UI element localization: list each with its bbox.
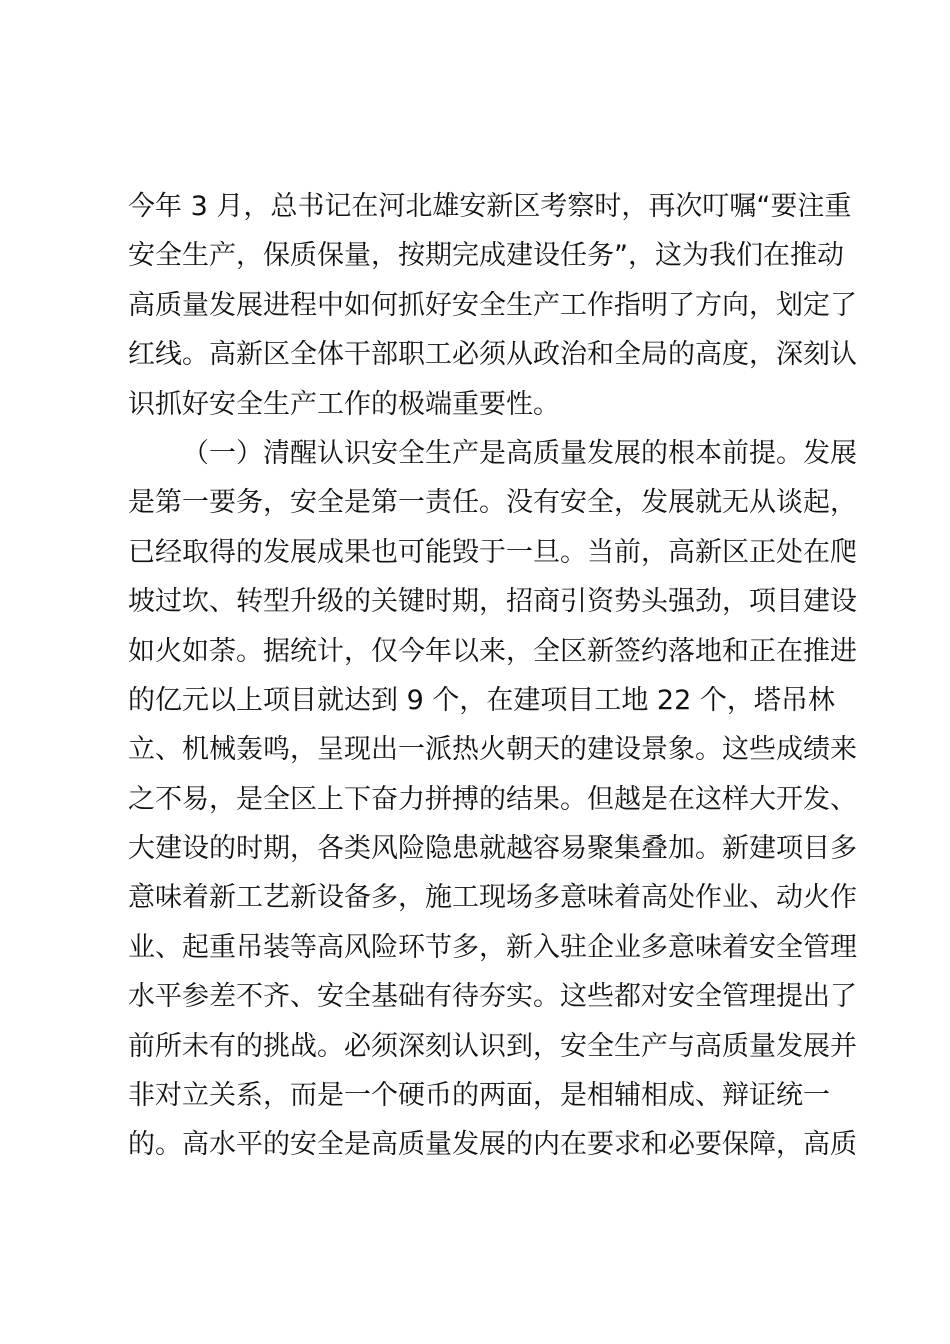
section-heading-line: （一）清醒认识安全生产是高质量发展的根本前提。发展 (182, 437, 857, 469)
text-line: 的亿元以上项目就达到 9 个，在建项目工地 22 个，塔吊林 (128, 684, 835, 716)
text-line: 今年 3 月，总书记在河北雄安新区考察时，再次叮嘱“要注重 (128, 191, 852, 222)
text-line: 的。高水平的安全是高质量发展的内在要求和必要保障，高质 (128, 1129, 857, 1161)
text-line: 已经取得的发展成果也可能毁于一旦。当前，高新区正处在爬 (128, 536, 857, 568)
text-line: 高质量发展进程中如何抓好安全生产工作指明了方向，划定了 (128, 289, 857, 321)
text-line: 之不易，是全区上下奋力拼搏的结果。但越是在这样大开发、 (128, 783, 857, 815)
text-line: 意味着新工艺新设备多，施工现场多意味着高处作业、动火作 (128, 882, 857, 914)
body-text (128, 182, 857, 1170)
text-line: 业、起重吊装等高风险环节多，新入驻企业多意味着安全管理 (128, 931, 857, 963)
text-line: 红线。高新区全体干部职工必须从政治和全局的高度，深刻认 (128, 339, 857, 371)
text-line: 安全生产，保质保量，按期完成建设任务”，这为我们在推动 (128, 240, 844, 272)
text-line: 立、机械轰鸣，呈现出一派热火朝天的建设景象。这些成绩来 (128, 734, 857, 766)
text-line: 前所未有的挑战。必须深刻认识到，安全生产与高质量发展并 (128, 1030, 857, 1062)
text-line: 水平参差不齐、安全基础有待夯实。这些都对安全管理提出了 (128, 981, 857, 1013)
text-line: 大建设的时期，各类风险隐患就越容易聚集叠加。新建项目多 (128, 833, 857, 865)
text-line: 坡过坎、转型升级的关键时期，招商引资势头强劲，项目建设 (128, 586, 857, 618)
text-line: 非对立关系，而是一个硬币的两面，是相辅相成、辩证统一 (128, 1080, 830, 1112)
text-line: 识抓好安全生产工作的极端重要性。 (128, 388, 560, 420)
text-line: 如火如荼。据统计，仅今年以来，全区新签约落地和正在推进 (128, 635, 857, 667)
text-line: 是第一要务，安全是第一责任。没有安全，发展就无从谈起， (128, 487, 857, 519)
